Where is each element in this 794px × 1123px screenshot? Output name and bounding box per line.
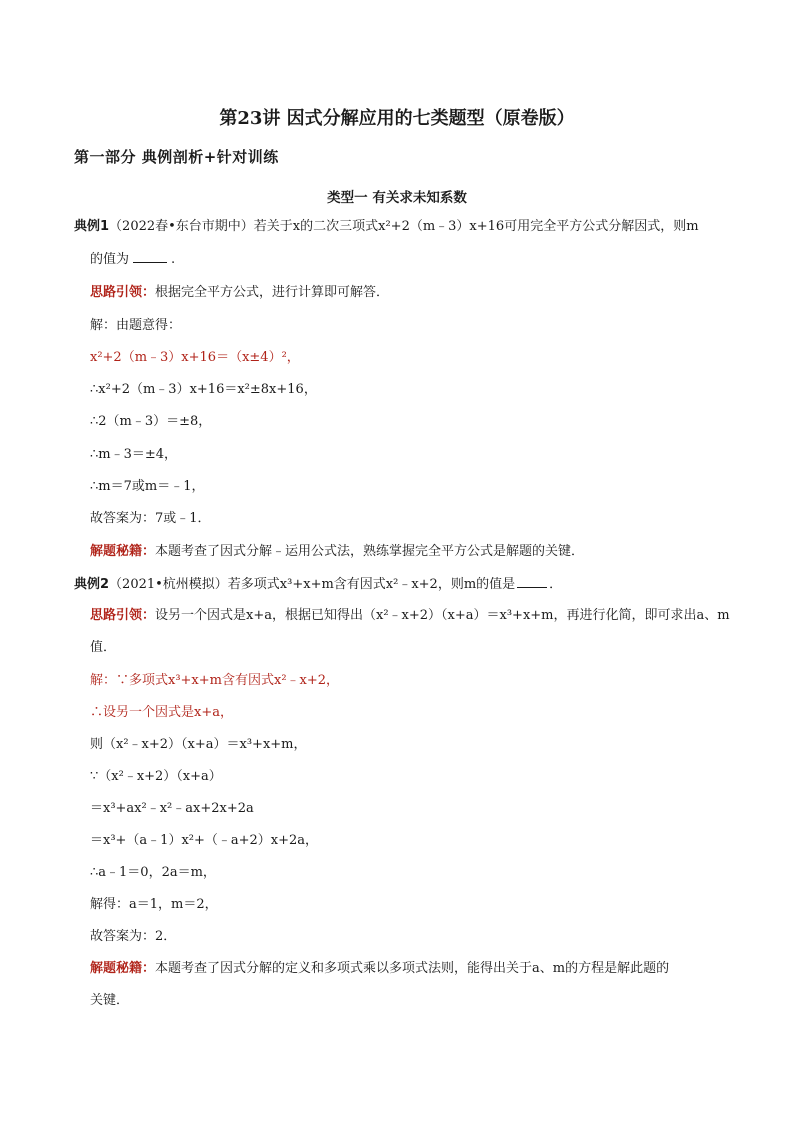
solution-line: ＝x³+ax²﹣x²﹣ax+2x+2a (90, 801, 254, 816)
secret-label: 解题秘籍： (90, 961, 156, 976)
example1-hint (90, 284, 389, 302)
solution-line: 则（x²﹣x+2）（x+a）＝x³+x+m， (90, 737, 307, 752)
part-title: 第一部分 典例剖析+针对训练 (74, 148, 279, 166)
solution-line: ∵（x²﹣x+2）（x+a） (90, 769, 222, 784)
hint-text: 设另一个因式是x+a，根据已知得出（x²﹣x+2）（x+a）＝x³+x+m，再进行化简，即可求出a、m (155, 608, 730, 623)
solution-line: ∴m＝7或m＝﹣1， (90, 479, 205, 494)
page-title: 第23讲 因式分解应用的七类题型（原卷版） (219, 108, 575, 129)
solution-line: 故答案为：2． (90, 929, 177, 944)
example2-question-text: （2021•杭州模拟）若多项式x³+x+m含有因式x²﹣x+2，则m的值是 (109, 577, 516, 592)
example2-label: 典例2 (74, 577, 110, 592)
solution-line: x²+2（m﹣3）x+16＝（x±4）²， (90, 350, 300, 365)
secret-text: 本题考查了因式分解的定义和多项式乘以多项式法则，能得出关于a、m的方程是解此题的 (155, 961, 670, 976)
solution-line: ＝x³+（a﹣1）x²+（﹣a+2）x+2a， (90, 833, 319, 848)
secret-text: 本题考查了因式分解﹣运用公式法，熟练掌握完全平方公式是解题的关键． (155, 544, 585, 559)
solution-line: ∴设另一个因式是x+a， (90, 705, 233, 720)
answer-blank (517, 575, 547, 588)
example2-question: 典例2（2021•杭州模拟）若多项式x³+x+m含有因式x²﹣x+2，则m的值是 ． (74, 577, 563, 592)
example1-question-tail: 的值为 (90, 252, 130, 267)
solution-line: 故答案为：7或﹣1． (90, 511, 211, 526)
example1-question-line2: 的值为 . (90, 252, 176, 267)
solution-line: 解得：a＝1，m＝2， (90, 897, 218, 912)
example2-hint-line2: 值． (90, 640, 117, 655)
solution-line: ∴2（m﹣3）＝±8， (90, 414, 212, 429)
example2-hint-line1 (90, 607, 730, 625)
solution-line: ∴a﹣1＝0，2a＝m， (90, 865, 216, 880)
hint-text: 根据完全平方公式，进行计算即可解答． (155, 285, 390, 300)
example1-label: 典例1 (74, 219, 110, 234)
example1-question-text: （2022春•东台市期中）若关于x的二次三项式x²+2（m﹣3）x+16可用完全平方公式分解因式，则m (109, 219, 699, 234)
example2-secret-line1 (90, 960, 669, 978)
secret-label: 解题秘籍： (90, 544, 156, 559)
solution-line: 解：∵多项式x³+x+m含有因式x²﹣x+2， (90, 673, 340, 688)
example1-secret (90, 543, 584, 561)
answer-blank (133, 250, 167, 263)
example2-secret-line2: 关键． (90, 993, 130, 1008)
hint-label: 思路引领： (90, 608, 156, 623)
solution-line: ∴x²+2（m﹣3）x+16＝x²±8x+16， (90, 382, 317, 397)
solution-line: ∴m﹣3＝±4， (90, 447, 178, 462)
solution-line: 解：由题意得： (90, 318, 182, 333)
hint-label: 思路引领： (90, 285, 156, 300)
type-title: 类型一 有关求未知系数 (327, 190, 467, 206)
example1-question-line1 (74, 218, 699, 236)
